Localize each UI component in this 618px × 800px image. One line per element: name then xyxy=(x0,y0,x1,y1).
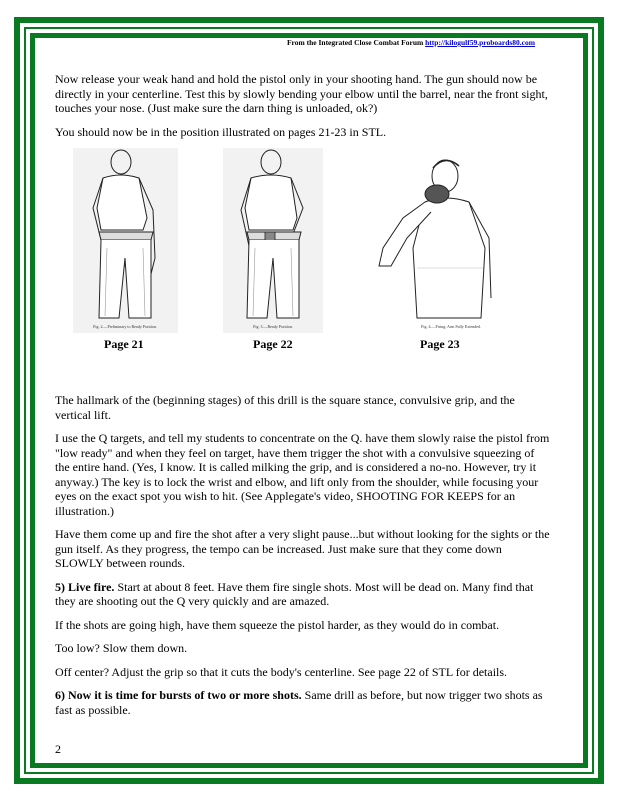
figure-22-plate-text: Fig. 3.—Ready Position. xyxy=(253,324,293,329)
bursts-text: Same drill as before, but now trigger two shots as fast as possible. xyxy=(55,688,543,717)
page-header xyxy=(287,38,535,47)
paragraph-2: You should now be in the position illustrated on pages 21-23 in STL. xyxy=(55,124,387,139)
live-fire-text: Start at about 8 feet. Have them fire single shots. Most will be dead on. Many find that they are shooting out the Q very quickly and are amazed. xyxy=(55,579,534,608)
figure-21-illustration xyxy=(73,148,178,333)
header-source: From the Integrated Close Combat Forum xyxy=(286,38,424,47)
paragraph-5: Have them come up and fire the shot after a very slight pause...but without looking for the sights or the gun itself. As they progress, the tempo can be increased. Just make sure that they come down SLOWLY between rounds. xyxy=(55,527,550,570)
figure-21-plate-text: Fig. 2.—Preliminary to Ready Position. xyxy=(93,324,157,329)
figure-22-caption: Page 22 xyxy=(253,337,293,351)
forum-link[interactable]: http://kilogulf59.proboards80.com xyxy=(425,38,535,47)
paragraph-live-fire xyxy=(55,580,550,609)
figure-23-plate-text: Fig. 4.—Firing, Arm Fully Extended. xyxy=(421,324,481,329)
paragraph-8: Too low? Slow them down. xyxy=(55,641,188,655)
illustration-row xyxy=(55,148,550,384)
page-content xyxy=(55,72,550,726)
paragraph-bursts xyxy=(55,688,550,717)
paragraph-7: If the shots are going high, have them squeeze the pistol harder, as they would do in combat. xyxy=(55,617,500,632)
figure-21-caption: Page 21 xyxy=(104,337,144,351)
figure-23-illustration xyxy=(373,148,498,333)
figure-22-illustration xyxy=(223,148,323,333)
figure-page-23 xyxy=(373,148,498,333)
paragraph-1: Now release your weak hand and hold the pistol only in your shooting hand. The gun should now be directly in your centerline. Test this by slowly bending your elbow until the barrel, near the front sight, touches your nose. (Just make sure the darn thing is unloaded, ok?) xyxy=(55,72,548,115)
paragraph-4: I use the Q targets, and tell my students to concentrate on the Q. have them slowly raise the pistol from "low ready" and when they feel on target, have them trigger the shot with a convulsive squeezing of the entire hand. (Yes, I know. It is called milking the grip, and is considered a no-no. However, try it anyway.) The key is to lock the wrist and elbow, and lift only from the shoulder, while focusing your eyes on the exact spot you wish to hit. (See Applegate's video, SHOOTING FOR KEEPS for an illustration.) xyxy=(55,431,550,518)
live-fire-heading: 5) Live fire. xyxy=(55,579,115,594)
figure-page-22 xyxy=(223,148,323,333)
bursts-heading: 6) Now it is time for bursts of two or more shots. xyxy=(55,688,302,702)
paragraph-9: Off center? Adjust the grip so that it cuts the body's centerline. See page 22 of STL for details. xyxy=(55,664,508,679)
figure-23-caption: Page 23 xyxy=(420,337,460,351)
page-number: 2 xyxy=(55,742,61,756)
paragraph-3: The hallmark of the (beginning stages) of this drill is the square stance, convulsive grip, and the vertical lift. xyxy=(55,393,515,422)
figure-page-21 xyxy=(73,148,178,333)
